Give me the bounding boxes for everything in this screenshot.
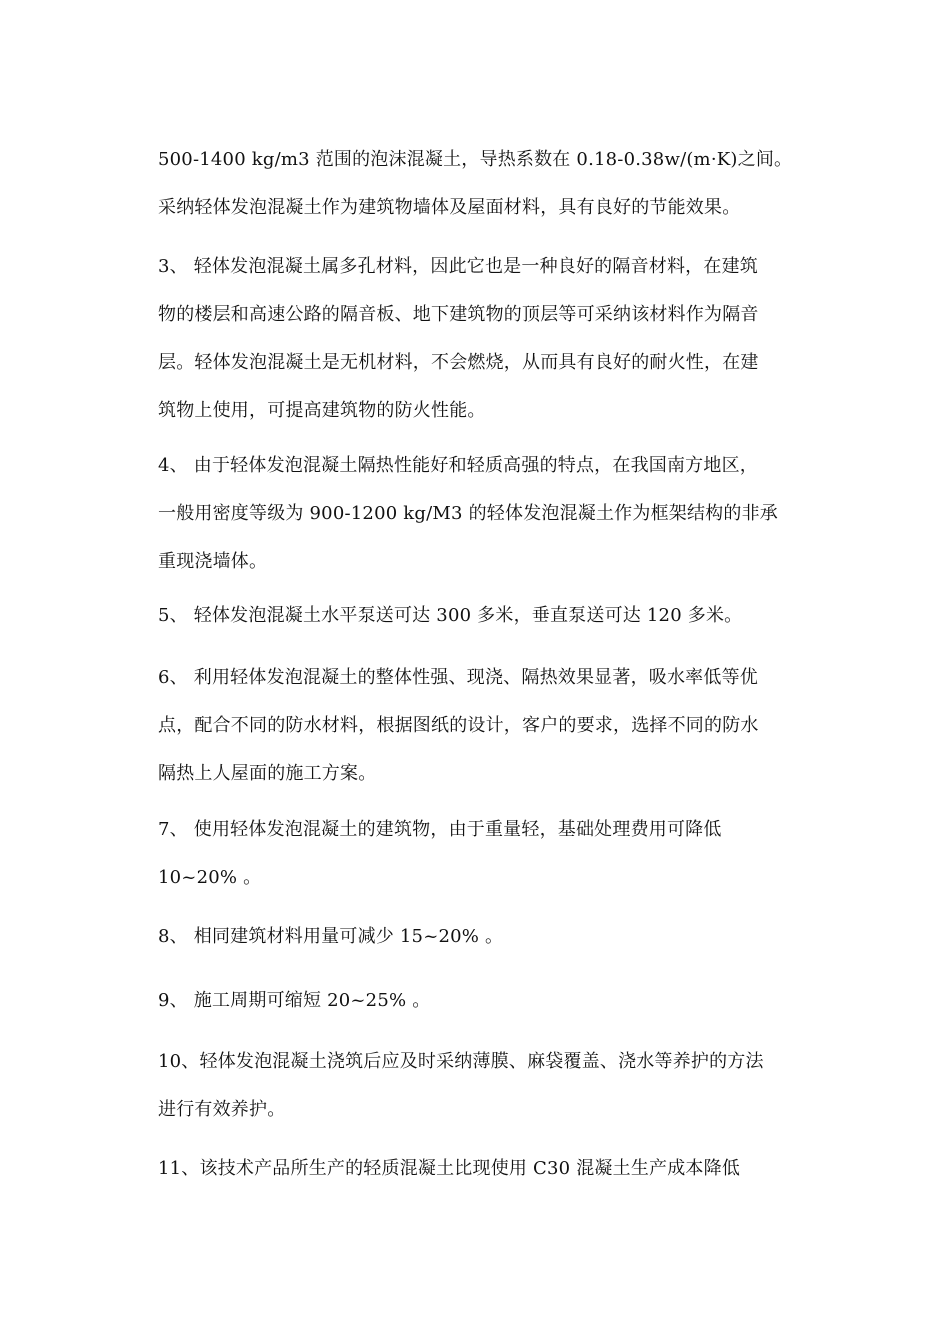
text-line: 10~20% 。 — [158, 867, 262, 888]
text-line: 10、轻体发泡混凝土浇筑后应及时采纳薄膜、麻袋覆盖、浇水等养护的方法 — [158, 1051, 764, 1072]
paragraph-thermal-conductivity — [158, 136, 798, 232]
paragraph-item-11 — [158, 1145, 798, 1193]
text-line: 隔热上人屋面的施工方案。 — [158, 763, 377, 784]
text-line: 11、该技术产品所生产的轻质混凝土比现使用 C30 混凝土生产成本降低 — [158, 1158, 741, 1179]
text-line: 一般用密度等级为 900-1200 kg/M3 的轻体发泡混凝土作为框架结构的非承 — [158, 503, 778, 524]
paragraph-item-6 — [158, 654, 798, 798]
text-line: 层。轻体发泡混凝土是无机材料，不会燃烧，从而具有良好的耐火性，在建 — [158, 352, 759, 373]
paragraph-item-10 — [158, 1038, 798, 1134]
text-line: 7、 使用轻体发泡混凝土的建筑物，由于重量轻，基础处理费用可降低 — [158, 819, 722, 840]
paragraph-item-5 — [158, 592, 798, 640]
text-line: 500-1400 kg/m3 范围的泡沫混凝土，导热系数在 0.18-0.38w/(m·K)之间。 — [158, 149, 793, 170]
text-line: 6、 利用轻体发泡混凝土的整体性强、现浇、隔热效果显著，吸水率低等优 — [158, 667, 758, 688]
paragraph-item-9 — [158, 977, 798, 1025]
text-line: 采纳轻体发泡混凝土作为建筑物墙体及屋面材料，具有良好的节能效果。 — [158, 197, 741, 218]
text-line: 3、 轻体发泡混凝土属多孔材料，因此它也是一种良好的隔音材料，在建筑 — [158, 256, 758, 277]
text-line: 物的楼层和高速公路的隔音板、地下建筑物的顶层等可采纳该材料作为隔音 — [158, 304, 759, 325]
text-line: 8、 相同建筑材料用量可减少 15~20% 。 — [158, 926, 504, 947]
paragraph-item-4 — [158, 442, 798, 586]
text-line: 9、 施工周期可缩短 20~25% 。 — [158, 990, 431, 1011]
text-line: 重现浇墙体。 — [158, 551, 268, 572]
paragraph-item-3 — [158, 243, 798, 435]
text-line: 4、 由于轻体发泡混凝土隔热性能好和轻质高强的特点，在我国南方地区， — [158, 455, 758, 476]
paragraph-item-8 — [158, 913, 798, 961]
text-line: 进行有效养护。 — [158, 1099, 286, 1120]
text-line: 点，配合不同的防水材料，根据图纸的设计，客户的要求，选择不同的防水 — [158, 715, 759, 736]
text-line: 筑物上使用，可提高建筑物的防火性能。 — [158, 400, 486, 421]
paragraph-item-7 — [158, 806, 798, 902]
text-line: 5、 轻体发泡混凝土水平泵送可达 300 多米，垂直泵送可达 120 多米。 — [158, 605, 743, 626]
